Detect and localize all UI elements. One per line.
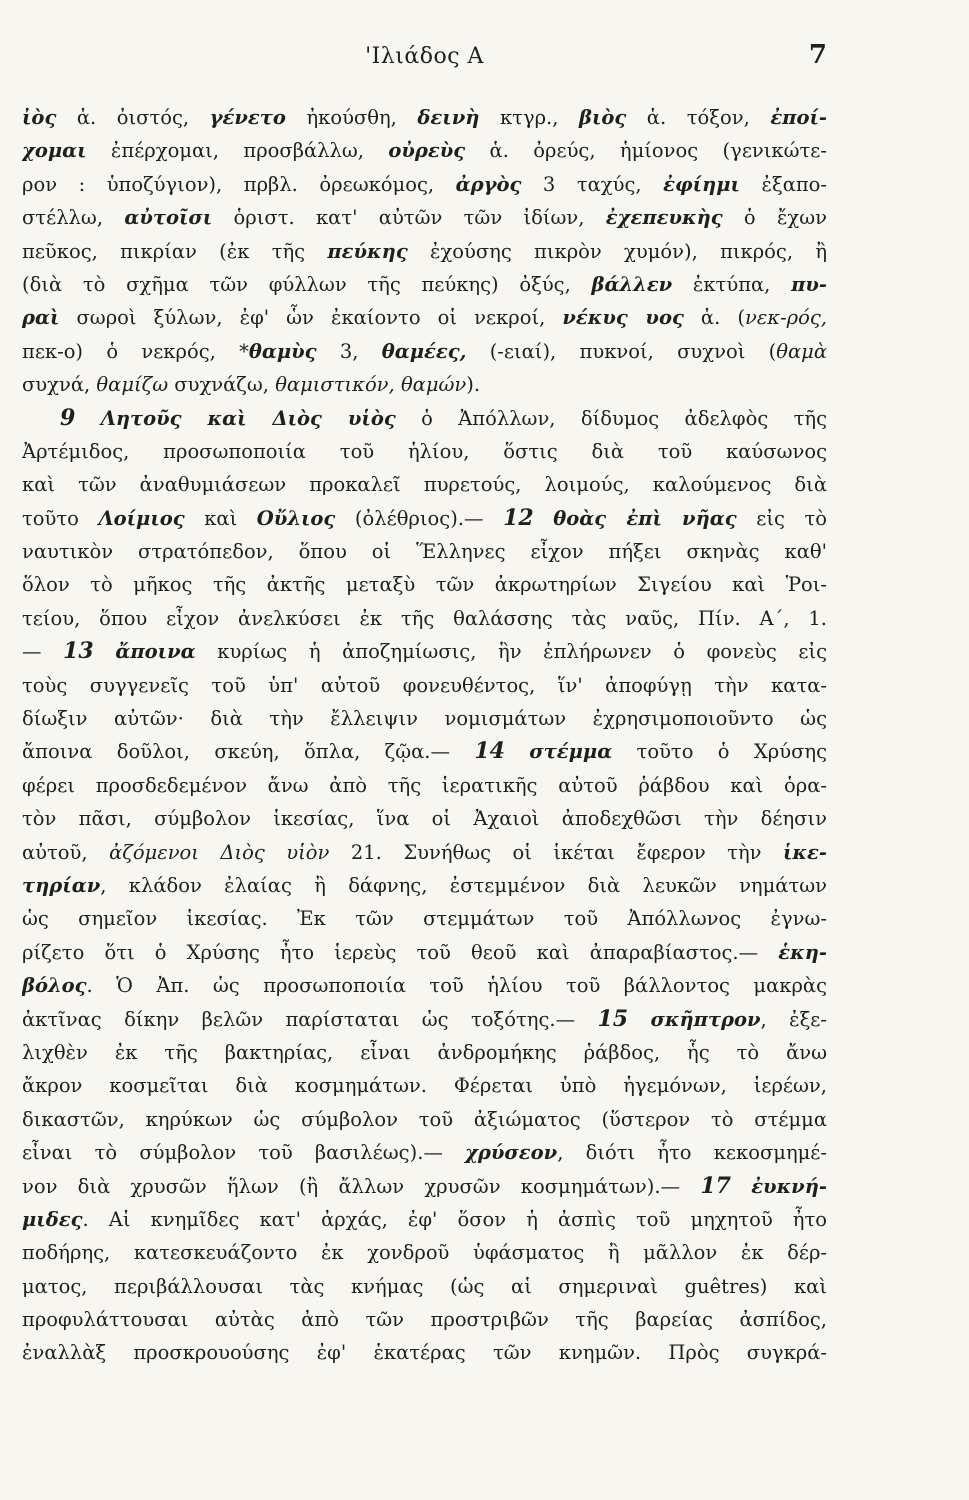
text-run: ἄποινα δοῦλοι, σκεύη, ὅπλα, ζῷα.—: [22, 740, 475, 764]
text-run: ποδήρης, κατεσκευάζοντο ἐκ χονδροῦ ὑφάσματος ἢ μᾶλλον ἐκ δέρ-: [22, 1241, 827, 1265]
italic-text: θαμιστικόν, θαμών: [275, 373, 467, 397]
text-run: αὐτοῦ,: [22, 840, 110, 864]
lemma-term: βιὸς: [579, 106, 627, 129]
text-run: . Ὁ Ἀπ. ὡς προσωποποιία τοῦ ἡλίου τοῦ βάλλοντος μακρὰς: [86, 974, 827, 998]
text-line: [22, 836, 827, 869]
verse-number: 13: [63, 638, 94, 665]
verse-number: 14: [474, 738, 505, 765]
text-run: ματος, περιβάλλουσαι τὰς κνήμας (ὡς αἱ σημεριναὶ guêtres) καὶ: [22, 1274, 827, 1298]
text-line: [22, 301, 827, 334]
text-run: [534, 507, 554, 530]
text-run: [731, 1175, 751, 1198]
text-line: [22, 1069, 827, 1102]
text-run: ἐπέρχομαι, προσβάλλω,: [86, 139, 389, 163]
text-run: [75, 407, 100, 430]
lemma-term: πυ-: [791, 272, 827, 296]
text-run: (διὰ τὸ σχῆμα τῶν φύλλων τῆς πεύκης) ὀξύς,: [22, 272, 592, 296]
lemma-term: χομαι: [22, 139, 87, 163]
text-line: [22, 1203, 827, 1236]
text-run: φέρει προσδεδεμένον ἄνω ἀπὸ τῆς ἱερατικῆς αὐτοῦ ῥάβδου καὶ ὁρα-: [22, 773, 827, 797]
text-run: ἠκούσθη,: [285, 106, 418, 129]
text-line: [22, 735, 827, 768]
text-line: [22, 1136, 827, 1169]
text-run: πεῦκος, πικρίαν (ἐκ τῆς: [22, 239, 328, 263]
lemma-term: ἐχεπευκὴς: [605, 206, 723, 230]
text-line: [22, 468, 827, 501]
text-run: τείου, ὅπου εἶχον ἀνελκύσει ἐκ τῆς θαλάσσης τὰς ναῦς, Πίν. Α΄, 1.: [22, 606, 827, 630]
text-run: ἁ. (: [683, 306, 745, 330]
lemma-term: θαμέες,: [381, 339, 467, 363]
text-run: [94, 640, 116, 663]
text-run: καὶ τῶν ἀναθυμιάσεων προκαλεῖ πυρετούς, λοιμούς, καλούμενος διὰ: [22, 473, 827, 497]
text-run: στέλλω,: [22, 206, 125, 230]
text-line: [22, 769, 827, 802]
text-line: [22, 402, 827, 435]
verse-number: 15: [597, 1005, 629, 1032]
text-run: , κλάδον ἐλαίας ἢ δάφνης, ἐστεμμένον διὰ λευκῶν νημάτων: [100, 873, 827, 897]
lemma-term: θοὰς ἐπὶ νῆας: [553, 506, 737, 530]
text-run: ἐκτύπα,: [672, 272, 792, 296]
text-line: [22, 368, 827, 401]
text-line: [22, 1103, 827, 1136]
italic-text: θαμίζω: [96, 373, 169, 397]
verse-number: 9: [60, 404, 76, 431]
text-run: ὅλον τὸ μῆκος τῆς ἀκτῆς μεταξὺ τῶν ἀκρωτηρίων Σιγείου καὶ Ῥοι-: [22, 573, 827, 597]
text-run: τοῦτο ὁ Χρύσης: [612, 740, 827, 764]
text-line: [22, 969, 827, 1002]
text-line: [22, 669, 827, 702]
text-line: [22, 1303, 827, 1336]
text-line: [22, 1003, 827, 1036]
lemma-term: οὐρεὺς: [388, 139, 466, 163]
text-run: δικαστῶν, κηρύκων ὡς σύμβολον τοῦ ἀξιώματος (ὕστερον τὸ στέμμα: [22, 1107, 827, 1131]
lemma-term: ἰὸς: [22, 106, 57, 129]
text-run: συχνά,: [22, 373, 97, 397]
text-run: ἐναλλὰξ προσκρουούσης ἐφ' ἑκατέρας τῶν κνημῶν. Πρὸς συγκρά-: [22, 1341, 827, 1365]
lemma-term: βόλος: [22, 974, 87, 998]
lemma-term: ραὶ: [22, 306, 60, 330]
text-line: [22, 201, 827, 234]
lemma-term: χρύσεον: [465, 1141, 558, 1165]
text-line: [22, 802, 827, 835]
text-line: [22, 168, 827, 201]
text-run: λιχθὲν ἐκ τῆς βακτηρίας, εἶναι ἀνδρομήκης ῥάβδος, ἧς τὸ ἄνω: [22, 1040, 827, 1064]
text-run: ἐχούσης πικρὸν χυμόν), πικρός, ἢ: [407, 239, 827, 263]
text-run: Ἀρτέμιδος, προσωποποιία τοῦ ἡλίου, ὅστις διὰ τοῦ καύσωνος: [22, 439, 827, 463]
lemma-term: ἄποινα: [115, 640, 196, 664]
text-run: πεκ-ο) ὁ νεκρός, *: [22, 339, 249, 363]
text-run: ἐξαπο-: [739, 172, 827, 196]
text-run: ρον : ὑποζύγιον), πρβλ. ὀρεωκόμος,: [22, 172, 456, 196]
text-run: ρίζετο ὅτι ὁ Χρύσης ἦτο ἱερεὺς τοῦ θεοῦ καὶ ἀπαραβίαστος.—: [22, 940, 779, 964]
text-line: [22, 902, 827, 935]
text-run: εἶναι τὸ σύμβολον τοῦ βασιλέως).—: [22, 1141, 466, 1165]
text-line: [22, 535, 827, 568]
lemma-term: νέκυς υος: [562, 306, 684, 330]
lemma-term: τηρίαν: [22, 873, 101, 897]
text-run: κυρίως ἡ ἀποζημίωσις, ἣν ἐπλήρωνεν ὁ φονεὺς εἰς: [195, 640, 827, 664]
text-run: (-ειαί), πυκνοί, συχνοὶ (: [466, 339, 777, 363]
text-run: 3 ταχύς,: [521, 172, 664, 196]
lemma-term: δεινὴ: [417, 106, 480, 129]
verse-number: 12: [503, 504, 534, 531]
text-line: [22, 101, 827, 134]
commentary-text: [22, 101, 827, 1370]
lemma-term: ἑκη-: [778, 940, 827, 964]
text-line: [22, 1170, 827, 1203]
text-run: συχνάζω,: [168, 373, 276, 397]
text-run: δίωξιν αὐτῶν· διὰ τὴν ἔλλειψιν νομισμάτων ἐχρησιμοποιοῦντο ὡς: [22, 707, 827, 731]
running-title: 'Ιλιάδος Α: [365, 44, 484, 69]
text-run: ἁ. ὀρεύς, ἡμίονος (γενικώτε-: [465, 139, 827, 163]
text-run: τὸν πᾶσι, σύμβολον ἱκεσίας, ἵνα οἱ Ἀχαιοὶ ἀποδεχθῶσι τὴν δέησιν: [22, 807, 827, 831]
italic-text: θαμὰ: [776, 339, 827, 363]
text-run: κτγρ.,: [479, 106, 579, 129]
text-run: , διότι ἦτο κεκοσμημέ-: [557, 1141, 827, 1165]
text-run: νον διὰ χρυσῶν ἥλων (ἢ ἄλλων χρυσῶν κοσμημάτων).—: [22, 1174, 701, 1198]
text-line: [22, 1336, 827, 1369]
text-run: σωροὶ ξύλων, ἐφ' ὧν ἐκαίοντο οἱ νεκροί,: [59, 306, 563, 330]
text-line: [22, 702, 827, 735]
text-run: ναυτικὸν στρατόπεδον, ὅπου οἱ Ἕλληνες εἶχον πήξει σκηνὰς καθ': [22, 540, 827, 564]
text-run: ἁ. ὀιστός,: [56, 106, 210, 129]
text-line: [22, 635, 827, 668]
text-line: [22, 568, 827, 601]
lemma-term: γένετο: [209, 106, 286, 129]
text-run: , ἐξε-: [760, 1007, 827, 1031]
text-line: [22, 134, 827, 167]
text-run: [505, 740, 529, 763]
text-line: [22, 335, 827, 368]
lemma-term: σκῆπτρον: [650, 1007, 761, 1031]
text-run: τοὺς συγγενεῖς τοῦ ὑπ' αὐτοῦ φονευθέντος, ἵν' ἀποφύγῃ τὴν κατα-: [22, 673, 827, 697]
text-line: [22, 268, 827, 301]
text-line: [22, 502, 827, 535]
text-line: [22, 235, 827, 268]
lemma-term: ἐποί-: [770, 106, 827, 129]
text-run: τοῦτο: [22, 506, 99, 530]
text-run: ὁ Ἀπόλλων, δίδυμος ἀδελφὸς τῆς: [395, 406, 827, 430]
page-number: 7: [808, 40, 827, 70]
italic-text: νεκ-ρός,: [744, 306, 827, 330]
text-run: ἀκτῖνας δίκην βελῶν παρίσταται ὡς τοξότης.—: [22, 1007, 598, 1031]
text-run: ἄκρον κοσμεῖται διὰ κοσμημάτων. Φέρεται ὑπὸ ἡγεμόνων, ἱερέων,: [22, 1074, 827, 1098]
text-run: —: [22, 640, 64, 664]
text-run: 3,: [316, 339, 382, 363]
text-run: [628, 1008, 650, 1031]
text-run: 21. Συνήθως οἱ ἱκέται ἔφερον τὴν: [329, 840, 783, 864]
lemma-term: ἐυκνή-: [751, 1174, 827, 1198]
text-run: ὡς σημεῖον ἱκεσίας. Ἐκ τῶν στεμμάτων τοῦ Ἀπόλλωνος ἐγνω-: [22, 907, 827, 931]
text-run: ἁ. τόξον,: [626, 106, 771, 129]
text-line: [22, 435, 827, 468]
lemma-term: βάλλεν: [591, 272, 673, 296]
text-line: [22, 602, 827, 635]
text-line: [22, 1270, 827, 1303]
lemma-term: πεύκης: [327, 239, 408, 263]
lemma-term: Λοίμιος: [98, 506, 185, 530]
text-run: καὶ: [184, 506, 257, 530]
lemma-term: Λητοῦς καὶ Διὸς υἱὸς: [100, 406, 396, 430]
lemma-term: στέμμα: [529, 740, 613, 764]
lemma-term: Οὔλιος: [256, 506, 336, 530]
lemma-term: μιδες: [22, 1207, 83, 1231]
lemma-term: θαμὺς: [248, 339, 317, 363]
text-run: ὁριστ. κατ' αὐτῶν τῶν ἰδίων,: [212, 206, 606, 230]
text-run: εἰς τὸ: [736, 506, 827, 530]
lemma-term: ἱκε-: [782, 840, 827, 864]
text-run: . Αἱ κνημῖδες κατ' ἀρχάς, ἐφ' ὅσον ἡ ἀσπὶς τοῦ μηχητοῦ ἦτο: [82, 1207, 827, 1231]
verse-number: 17: [700, 1172, 731, 1199]
lemma-term: ἀργὸς: [455, 172, 522, 196]
lemma-term: αὐτοῖσι: [124, 206, 213, 230]
lemma-term: ἐφίημι: [663, 172, 740, 196]
text-line: [22, 936, 827, 969]
italic-text: ἀζόμενοι Διὸς υἱὸν: [109, 840, 330, 864]
text-run: ὁ ἔχων: [722, 206, 827, 230]
text-line: [22, 1236, 827, 1269]
text-line: [22, 869, 827, 902]
text-run: ).: [466, 373, 481, 397]
page-header: [22, 40, 827, 80]
text-run: προφυλάττουσαι αὐτὰς ἀπὸ τῶν προστριβῶν τῆς βαρείας ἀσπίδος,: [22, 1308, 827, 1332]
text-run: (ὀλέθριος).—: [335, 506, 504, 530]
text-line: [22, 1036, 827, 1069]
